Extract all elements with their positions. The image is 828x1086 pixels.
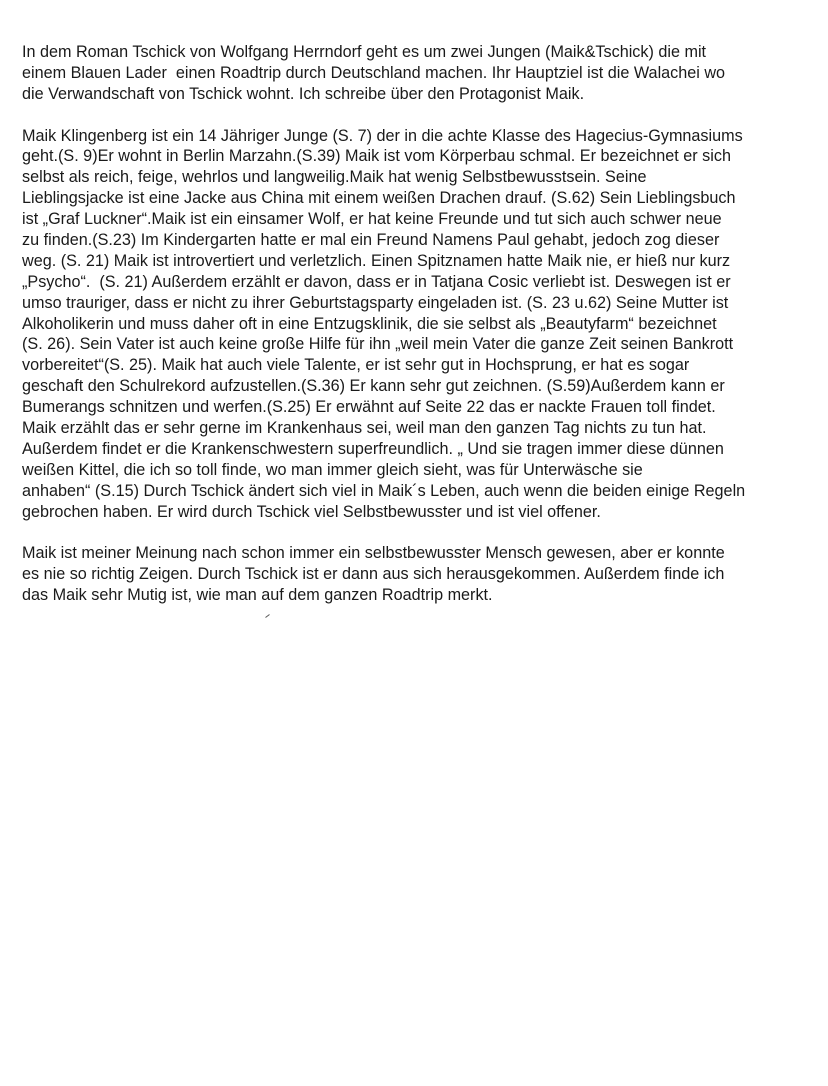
text-line: Alkoholikerin und muss daher oft in eine Entzugsklinik, die sie selbst als „Beautyfarm“ bezeichnet (22, 314, 717, 333)
text-line: das Maik sehr Mutig ist, wie man auf dem ganzen Roadtrip merkt. (22, 586, 493, 605)
document-body (22, 42, 822, 627)
text-line: Bumerangs schnitzen und werfen.(S.25) Er erwähnt auf Seite 22 das er nackte Frauen toll findet. (22, 398, 716, 417)
intro-paragraph (22, 42, 822, 105)
text-line: einem Blauen Lader einen Roadtrip durch Deutschland machen. Ihr Hauptziel ist die Walachei wo (22, 63, 726, 82)
text-line: vorbereitet“(S. 25). Maik hat auch viele Talente, er ist sehr gut in Hochsprung, er hat es sogar (22, 356, 690, 375)
stray-pen-mark (265, 614, 270, 618)
text-line: Maik erzählt das er sehr gerne im Krankenhaus sei, weil man den ganzen Tag nichts zu tun hat. (22, 419, 707, 438)
text-line: weg. (S. 21) Maik ist introvertiert und verletzlich. Einen Spitznamen hatte Maik nie, er hieß nur kurz (22, 251, 731, 270)
text-line: es nie so richtig Zeigen. Durch Tschick ist er dann aus sich herausgekommen. Außerdem finde ich (22, 565, 725, 584)
text-line: weißen Kittel, die ich so toll finde, wo man immer gleich sieht, was für Unterwäsche sie (22, 460, 643, 479)
text-line: anhaben“ (S.15) Durch Tschick ändert sich viel in Maik´s Leben, auch wenn die beiden einige Regeln (22, 481, 746, 500)
text-line: In dem Roman Tschick von Wolfgang Herrndorf geht es um zwei Jungen (Maik&Tschick) die mit (22, 43, 707, 61)
text-line: zu finden.(S.23) Im Kindergarten hatte er mal ein Freund Namens Paul gehabt, jedoch zog dieser (22, 231, 720, 250)
text-line: ist „Graf Luckner“.Maik ist ein einsamer Wolf, er hat keine Freunde und tut sich auch schwer neue (22, 210, 722, 229)
opinion-paragraph (22, 543, 822, 606)
text-line: Maik Klingenberg ist ein 14 Jähriger Junge (S. 7) der in die achte Klasse des Hagecius-Gymnasiums (22, 126, 743, 145)
text-line: geschaft den Schulrekord aufzustellen.(S.36) Er kann sehr gut zeichnen. (S.59)Außerdem kann er (22, 377, 725, 396)
text-line: (S. 26). Sein Vater ist auch keine große Hilfe für ihn „weil mein Vater die ganze Zeit seinen Bankrott (22, 335, 734, 354)
text-line: Außerdem findet er die Krankenschwestern superfreundlich. „ Und sie tragen immer diese dünnen (22, 439, 724, 458)
text-line: die Verwandschaft von Tschick wohnt. Ich schreibe über den Protagonist Maik. (22, 84, 585, 103)
text-line: Maik ist meiner Meinung nach schon immer ein selbstbewusster Mensch gewesen, aber er konnte (22, 544, 725, 563)
text-line: Lieblingsjacke ist eine Jacke aus China mit einem weißen Drachen drauf. (S.62) Sein Lieblingsbuch (22, 189, 736, 208)
character-description-paragraph (22, 126, 822, 523)
text-line: umso trauriger, dass er nicht zu ihrer Geburtstagsparty eingeladen ist. (S. 23 u.62) Seine Mutter ist (22, 293, 729, 312)
text-line: gebrochen haben. Er wird durch Tschick viel Selbstbewusster und ist viel offener. (22, 502, 601, 521)
text-line: selbst als reich, feige, wehrlos und langweilig.Maik hat wenig Selbstbewusstsein. Seine (22, 168, 647, 187)
text-line: geht.(S. 9)Er wohnt in Berlin Marzahn.(S.39) Maik ist vom Körperbau schmal. Er bezeichnet er sich (22, 147, 731, 166)
text-line: „Psycho“. (S. 21) Außerdem erzählt er davon, dass er in Tatjana Cosic verliebt ist. Deswegen ist er (22, 272, 731, 291)
